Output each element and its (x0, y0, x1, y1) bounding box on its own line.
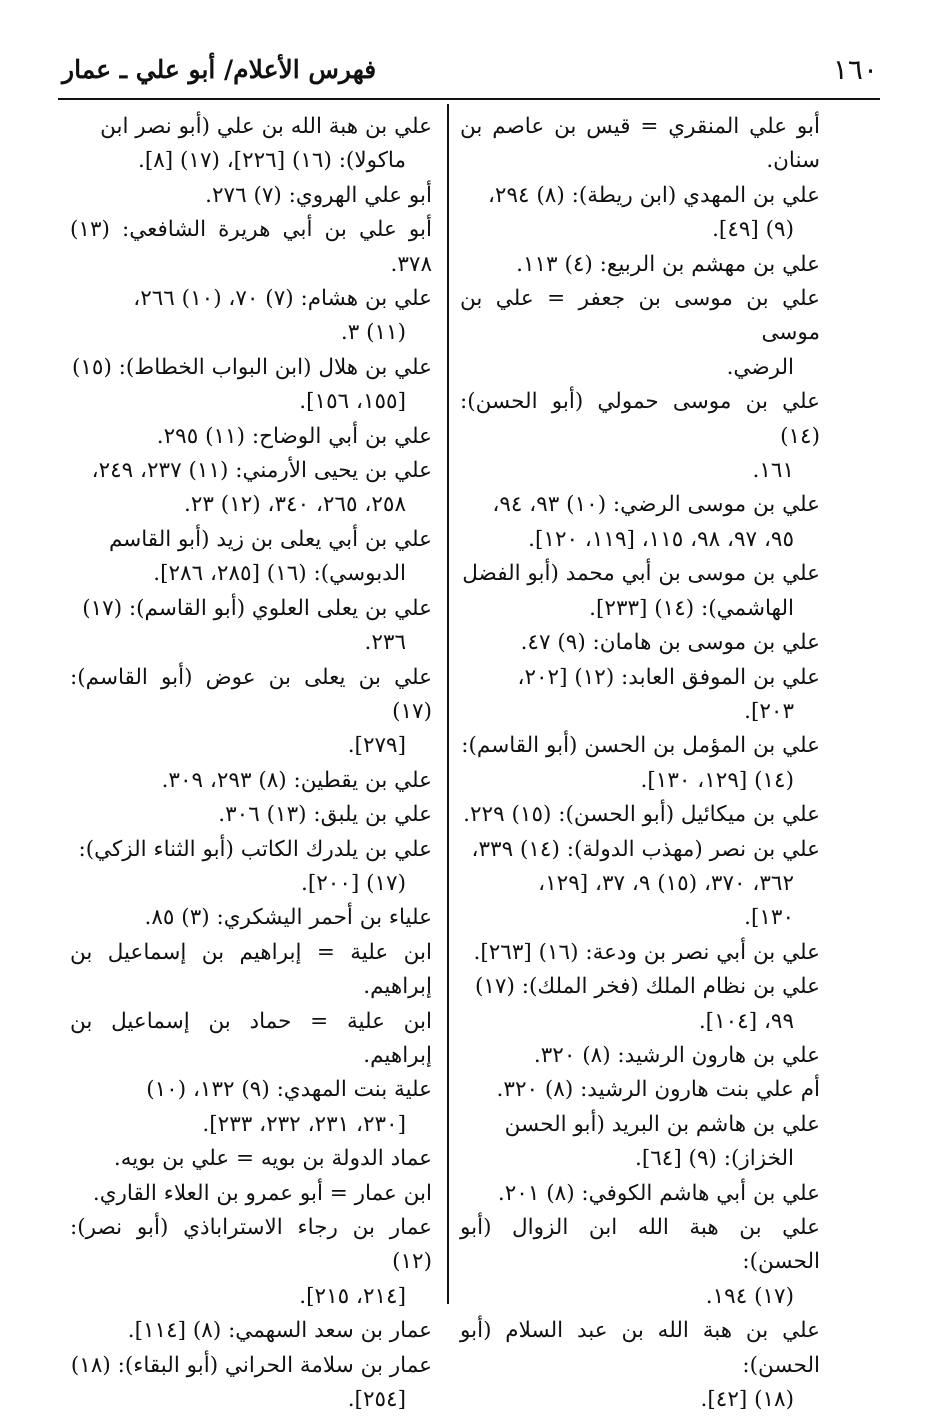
entry-line: علي بن موسى بن هامان: (٩) ٤٧. (520, 630, 820, 656)
entry-line: علياء بن أحمر اليشكري: (٣) ٨٥. (144, 905, 432, 931)
index-entry (70, 420, 432, 454)
entry-line: علي بن نظام الملك (فخر الملك): (١٧) (474, 974, 820, 1000)
entry-line: عماد الدولة بن بويه = علي بن بويه. (113, 1146, 432, 1172)
entry-continuation: الهاشمي): (١٤) [٢٣٣]. (589, 595, 794, 621)
entry-line: علي بن هبة الله ابن الزوال (أبو الحسن): (460, 1215, 820, 1275)
entry-line: علي بن أبي الوضاح: (١١) ٢٩٥. (156, 423, 432, 449)
entry-line: أبو علي بن أبي هريرة الشافعي: (١٣) ٣٧٨. (70, 217, 432, 277)
entry-line: علي بن هشام: (٧) ٧٠، (١٠) ٢٦٦، (133, 286, 432, 312)
entry-line: علي بن أبي نصر بن ودعة: (١٦) [٢٦٣]. (473, 939, 820, 965)
entry-continuation: (١٤) [١٢٩، ١٣٠]. (640, 767, 794, 793)
index-entry (70, 764, 432, 798)
index-entry (460, 1039, 820, 1073)
index-entry (460, 626, 820, 660)
index-entry (460, 282, 820, 385)
index-entry (70, 833, 432, 902)
entry-line: عمار بن سلامة الحراني (أبو البقاء): (١٨) (70, 1352, 432, 1378)
entry-line: علي بن أبي يعلى بن زيد (أبو القاسم (108, 526, 432, 552)
index-entry (460, 970, 820, 1039)
entry-continuation: (١٧) [٢٠٠]. (300, 870, 406, 896)
entry-line: علية بنت المهدي: (٩) ١٣٢، (١٠) (146, 1077, 432, 1103)
index-entry (70, 592, 432, 661)
entry-continuation: ٢٥٨، ٢٦٥، ٣٤٠، (١٢) ٢٣. (184, 492, 406, 518)
entry-continuation: الخزاز): (٩) [٦٤]. (634, 1146, 794, 1172)
column-divider (447, 104, 449, 1304)
entry-line: علي بن هبة الله بن علي (أبو نصر ابن (100, 114, 432, 139)
index-column-right (460, 110, 820, 1417)
running-head: فهرس الأعلام/ أبو علي ـ عمار (62, 54, 377, 84)
index-entry (70, 936, 432, 1005)
index-entry (460, 1073, 820, 1107)
entry-line: علي بن مهشم بن الربيع: (٤) ١١٣. (516, 251, 820, 277)
entry-continuation: [٢٣٠، ٢٣١، ٢٣٢، ٢٣٣]. (202, 1111, 406, 1137)
entry-line: علي بن موسى الرضي: (١٠) ٩٣، ٩٤، (492, 492, 820, 518)
index-entry (70, 1349, 432, 1417)
entry-line: علي بن يحيى الأرمني: (١١) ٢٣٧، ٢٤٩، (91, 458, 432, 484)
page-header (62, 44, 878, 94)
index-entry (70, 1177, 432, 1211)
entry-continuation: ١٦١. (752, 458, 794, 484)
entry-continuation: (١١) ٣. (340, 320, 406, 346)
index-entry (460, 798, 820, 832)
index-entry (460, 1314, 820, 1417)
entry-line: أبو علي المنقري = قيس بن عاصم بن سنان. (460, 114, 820, 174)
entry-continuation: الدبوسي): (١٦) [٢٨٥، ٢٨٦]. (153, 561, 406, 587)
header-rule (58, 98, 880, 100)
entry-continuation: الرضي. (726, 354, 794, 380)
entry-line: علي بن هبة الله بن عبد السلام (أبو الحسن): (460, 1318, 820, 1378)
index-entry (70, 454, 432, 523)
index-entry (70, 1211, 432, 1314)
index-entry (460, 385, 820, 488)
index-entry (70, 661, 432, 764)
entry-line: أبو علي الهروي: (٧) ٢٧٦. (205, 182, 432, 208)
entry-line: علي بن أبي هاشم الكوفي: (٨) ٢٠١. (497, 1180, 820, 1206)
entry-continuation: [٢٧٩]. (347, 733, 406, 759)
entry-line: علي بن نصر (مهذب الدولة): (١٤) ٣٣٩، (471, 836, 820, 862)
index-entry (70, 523, 432, 592)
entry-continuation: [٢٥٤]. (347, 1387, 406, 1413)
index-entry (70, 213, 432, 282)
entry-line: علي بن موسى بن أبي محمد (أبو الفضل (462, 561, 820, 587)
entry-line: ابن علية = إبراهيم بن إسماعيل بن إبراهيم. (70, 939, 432, 1000)
index-entry (70, 1073, 432, 1142)
index-entry (460, 179, 820, 248)
entry-line: علي بن المؤمل بن الحسن (أبو القاسم): (461, 733, 820, 759)
entry-line: أم علي بنت هارون الرشيد: (٨) ٣٢٠. (496, 1077, 820, 1103)
entry-line: علي بن يعلى بن عوض (أبو القاسم): (١٧) (70, 664, 432, 724)
entry-continuation: ٢٣٦. (364, 630, 406, 656)
entry-continuation: ٩٩، [١٠٤]. (698, 1008, 794, 1034)
index-entry (70, 282, 432, 351)
entry-continuation: ٢٠٣]. (744, 698, 794, 724)
index-entry (460, 488, 820, 557)
index-entry (70, 110, 432, 179)
index-entry (460, 1177, 820, 1211)
index-column-left (70, 110, 432, 1417)
entry-line: علي بن المهدي (ابن ريطة): (٨) ٢٩٤، (487, 182, 820, 208)
index-entry (460, 936, 820, 970)
entry-line: عمار بن سعد السهمي: (٨) [١١٤]. (127, 1318, 432, 1344)
entry-continuation: (١٧) ١٩٤. (705, 1283, 794, 1309)
entry-line: علي بن موسى بن جعفر = علي بن موسى (460, 286, 820, 346)
entry-continuation: ٣٦٢، ٣٧٠، (١٥) ٩، ٣٧، [١٢٩، (538, 870, 794, 896)
index-entry (70, 798, 432, 832)
index-entry (70, 179, 432, 213)
entry-line: علي بن الموفق العابد: (١٢) [٢٠٢، (517, 664, 820, 690)
index-entry (70, 1142, 432, 1176)
index-entry (460, 1211, 820, 1314)
index-entry (70, 351, 432, 420)
entry-continuation: (٩) [٤٩]. (712, 217, 794, 243)
entry-continuation: ٩٥، ٩٧، ٩٨، ١١٥، [١١٩، ١٢٠]. (528, 526, 794, 552)
entry-continuation: ماكولا): (١٦) [٢٢٦]، (١٧) [٨]. (137, 148, 406, 174)
entry-continuation: (١٨) [٤٢]. (700, 1387, 794, 1413)
index-entry (460, 557, 820, 626)
entry-line: علي بن يلبق: (١٣) ٣٠٦. (218, 802, 432, 828)
index-entry (460, 110, 820, 179)
index-entry (460, 729, 820, 798)
index-entry (70, 1314, 432, 1348)
index-entry (460, 833, 820, 936)
entry-continuation: ١٣٠]. (744, 905, 794, 931)
entry-line: علي بن ميكائيل (أبو الحسن): (١٥) ٢٢٩. (463, 802, 820, 828)
entry-continuation: [١٥٥، ١٥٦]. (299, 389, 406, 415)
entry-line: علي بن يعلى العلوي (أبو القاسم): (١٧) (82, 595, 432, 621)
entry-line: ابن علية = حماد بن إسماعيل بن إبراهيم. (70, 1008, 432, 1068)
entry-line: علي بن هاشم بن البريد (أبو الحسن (504, 1111, 820, 1137)
entry-line: علي بن هلال (ابن البواب الخطاط): (١٥) (71, 354, 432, 380)
entry-line: علي بن موسى حمولي (أبو الحسن): (١٤) (460, 389, 820, 449)
entry-line: علي بن يقطين: (٨) ٢٩٣، ٣٠٩. (161, 767, 432, 793)
entry-line: علي بن يلدرك الكاتب (أبو الثناء الزكي): (78, 836, 432, 862)
index-entry (70, 1005, 432, 1074)
index-entry (460, 1108, 820, 1177)
page-number: ١٦٠ (832, 52, 878, 86)
entry-continuation: [٢١٤، ٢١٥]. (299, 1283, 406, 1309)
index-entry (460, 661, 820, 730)
index-entry (460, 248, 820, 282)
index-entry (70, 901, 432, 935)
entry-line: عمار بن رجاء الاستراباذي (أبو نصر): (١٢) (70, 1215, 432, 1275)
entry-line: علي بن هارون الرشيد: (٨) ٣٢٠. (533, 1042, 820, 1068)
entry-line: ابن عمار = أبو عمرو بن العلاء القاري. (92, 1180, 432, 1206)
